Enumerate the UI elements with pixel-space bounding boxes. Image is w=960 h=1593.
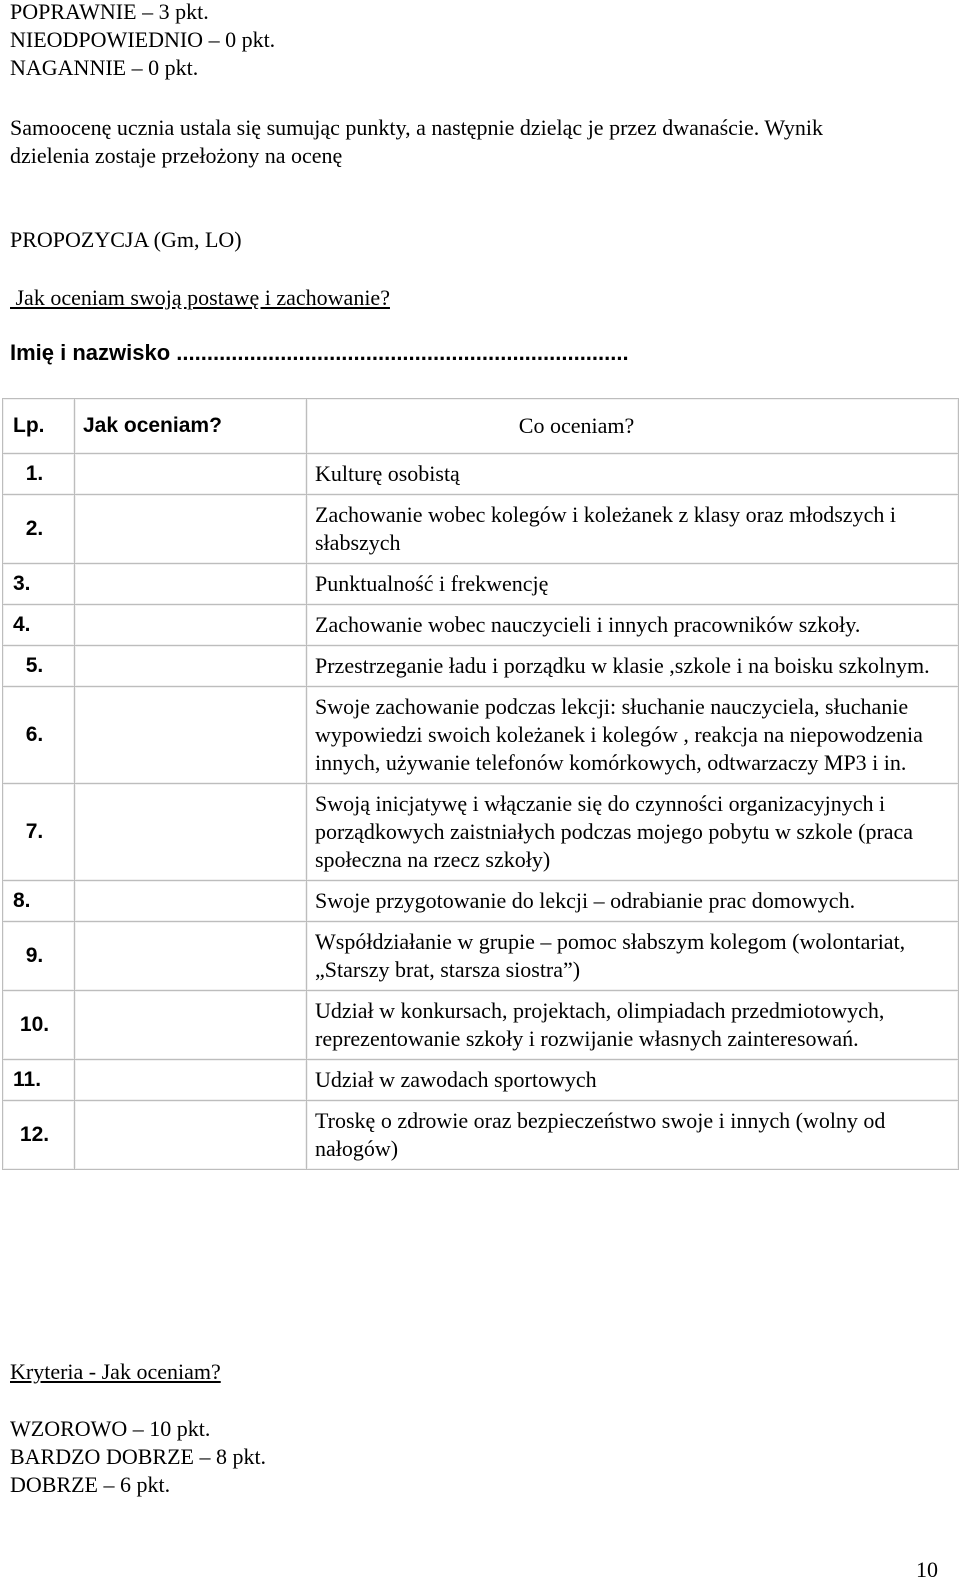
row-criterion: Udział w zawodach sportowych xyxy=(307,1060,959,1101)
col-header-lp: Lp. xyxy=(3,399,75,454)
row-criterion: Punktualność i frekwencję xyxy=(307,564,959,605)
col-header-how: Jak oceniam? xyxy=(75,399,307,454)
table-row xyxy=(3,1060,959,1101)
intro-paragraph xyxy=(10,114,950,170)
page-number: 10 xyxy=(916,1557,938,1582)
rating-cell xyxy=(75,784,307,881)
table-row xyxy=(3,881,959,922)
table-row xyxy=(3,784,959,881)
rating-cell xyxy=(75,991,307,1060)
table-row xyxy=(3,922,959,991)
rating-cell xyxy=(75,881,307,922)
question-heading: Jak oceniam swoją postawę i zachowanie? xyxy=(10,285,390,310)
table-row xyxy=(3,687,959,784)
row-criterion: Zachowanie wobec kolegów i koleżanek z klasy oraz młodszych i słabszych xyxy=(307,495,959,564)
row-number: 4. xyxy=(3,605,75,646)
rating-cell xyxy=(75,495,307,564)
score-line: POPRAWNIE – 3 pkt. xyxy=(10,0,209,24)
row-criterion: Współdziałanie w grupie – pomoc słabszym kolegom (wolontariat, „Starszy brat, starsza siostra”) xyxy=(307,922,959,991)
row-criterion: Swoją inicjatywę i włączanie się do czynności organizacyjnych i porządkowych zaistniałych podczas mojego pobytu w szkole (praca społeczna na rzecz szkoły) xyxy=(307,784,959,881)
intro-line: Samoocenę ucznia ustala się sumując punkty, a następnie dzieląc je przez dwanaście. Wynik xyxy=(10,115,823,140)
row-criterion: Kulturę osobistą xyxy=(307,454,959,495)
row-number: 1. xyxy=(3,454,75,495)
row-criterion: Udział w konkursach, projektach, olimpiadach przedmiotowych, reprezentowanie szkoły i rozwijanie własnych zainteresowań. xyxy=(307,991,959,1060)
row-number: 8. xyxy=(3,881,75,922)
row-criterion: Zachowanie wobec nauczycieli i innych pracowników szkoły. xyxy=(307,605,959,646)
row-number: 10. xyxy=(3,991,75,1060)
row-criterion: Swoje przygotowanie do lekcji – odrabianie prac domowych. xyxy=(307,881,959,922)
criteria-heading: Kryteria - Jak oceniam? xyxy=(10,1359,221,1384)
row-number: 3. xyxy=(3,564,75,605)
table-row xyxy=(3,454,959,495)
criteria-line: DOBRZE – 6 pkt. xyxy=(10,1472,171,1497)
rating-cell xyxy=(75,454,307,495)
rating-cell xyxy=(75,922,307,991)
table-row xyxy=(3,605,959,646)
criteria-line: WZOROWO – 10 pkt. xyxy=(10,1416,211,1441)
intro-line: dzielenia zostaje przełożony na ocenę xyxy=(10,143,343,168)
name-field-line: Imię i nazwisko .......................................................................... xyxy=(10,340,629,365)
rating-cell xyxy=(75,564,307,605)
criteria-list xyxy=(10,1415,266,1499)
rating-table xyxy=(2,398,959,1170)
table-row xyxy=(3,495,959,564)
row-number: 7. xyxy=(3,784,75,881)
row-number: 11. xyxy=(3,1060,75,1101)
criteria-line: BARDZO DOBRZE – 8 pkt. xyxy=(10,1444,267,1469)
table-row xyxy=(3,1101,959,1170)
table-header-row xyxy=(3,399,959,454)
score-line: NAGANNIE – 0 pkt. xyxy=(10,55,199,80)
row-number: 2. xyxy=(3,495,75,564)
rating-cell xyxy=(75,646,307,687)
col-header-what: Co oceniam? xyxy=(307,399,959,454)
rating-cell xyxy=(75,1101,307,1170)
row-number: 12. xyxy=(3,1101,75,1170)
row-number: 9. xyxy=(3,922,75,991)
rating-cell xyxy=(75,605,307,646)
rating-cell xyxy=(75,1060,307,1101)
row-number: 6. xyxy=(3,687,75,784)
rating-cell xyxy=(75,687,307,784)
table-row xyxy=(3,646,959,687)
proposal-heading: PROPOZYCJA (Gm, LO) xyxy=(10,227,242,252)
row-criterion: Troskę o zdrowie oraz bezpieczeństwo swoje i innych (wolny od nałogów) xyxy=(307,1101,959,1170)
score-list-top xyxy=(10,0,275,82)
table-row xyxy=(3,564,959,605)
row-number: 5. xyxy=(3,646,75,687)
row-criterion: Swoje zachowanie podczas lekcji: słuchanie nauczyciela, słuchanie wypowiedzi swoich koleżanek i kolegów , reakcja na niepowodzenia innych, używanie telefonów komórkowych, odtwarzaczy MP3 i in. xyxy=(307,687,959,784)
table-row xyxy=(3,991,959,1060)
score-line: NIEODPOWIEDNIO – 0 pkt. xyxy=(10,27,276,52)
row-criterion: Przestrzeganie ładu i porządku w klasie ,szkole i na boisku szkolnym. xyxy=(307,646,959,687)
